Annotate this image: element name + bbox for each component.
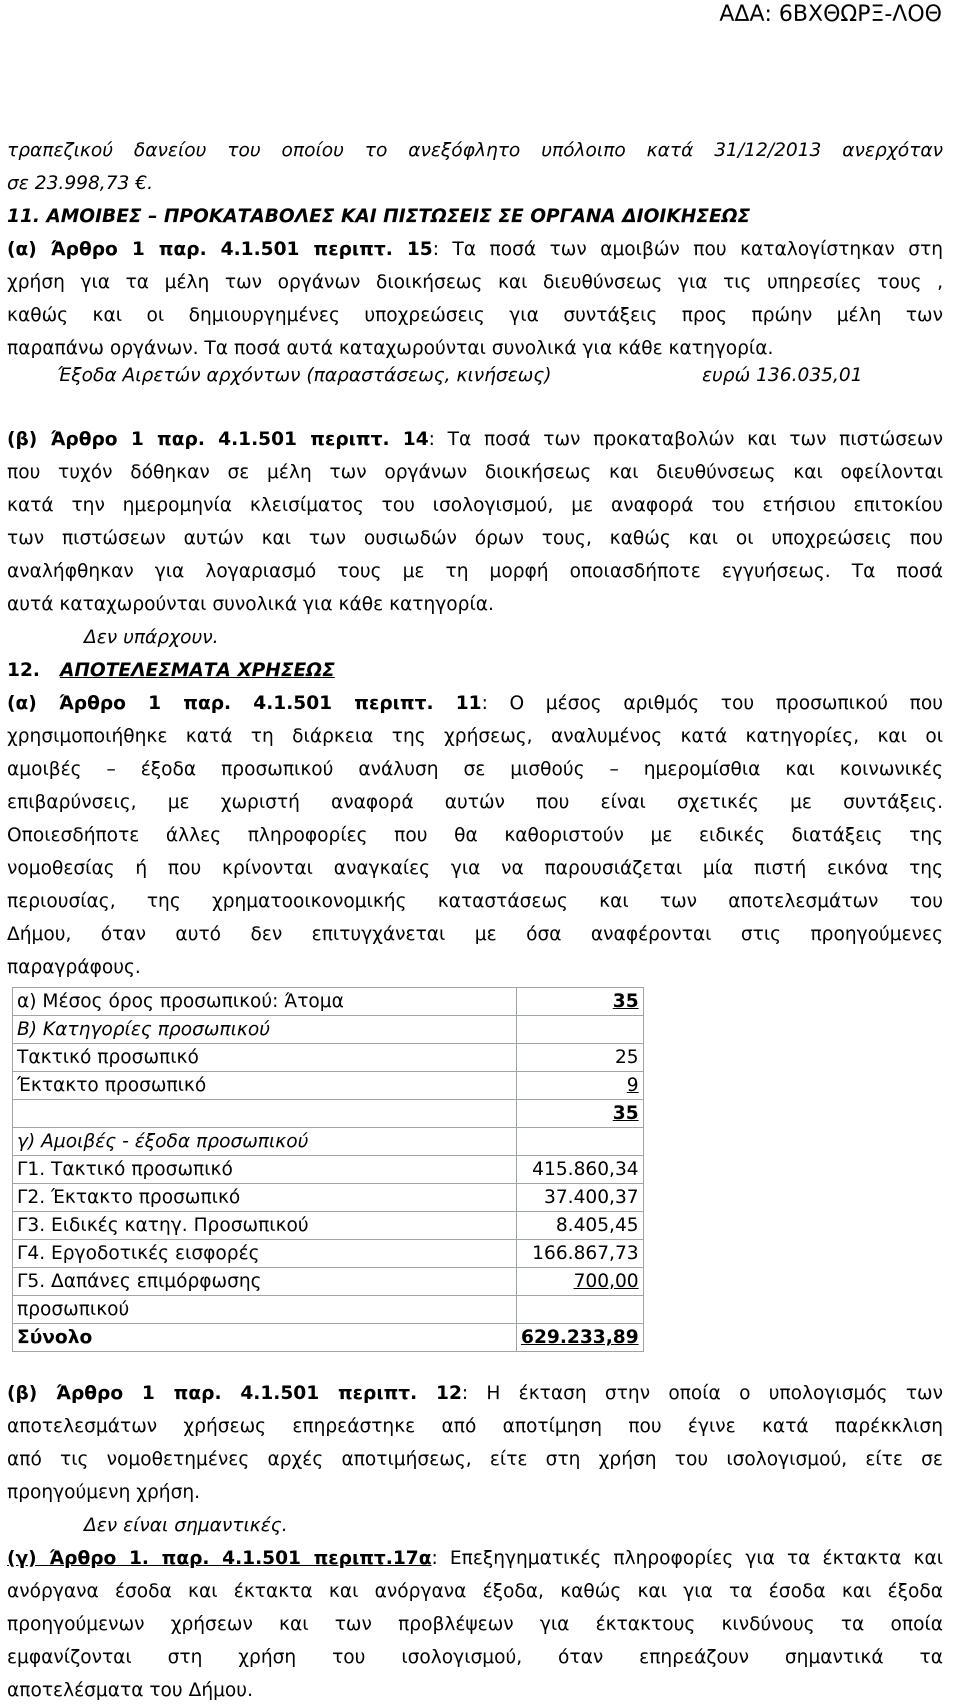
- section-12a-line: επιβαρύνσεις, με χωριστή αναφορά αυτών που είναι σχετικές με συντάξεις.: [7, 792, 943, 813]
- section-12c-line: (γ) Άρθρο 1. παρ. 4.1.501 περιπτ.17α: Επεξηγηματικές πληροφορίες για τα έκτακτα και: [7, 1548, 944, 1569]
- section-11a-line: παραπάνω οργάνων. Τα ποσά αυτά καταχωρούνται συνολικά για κάθε κατηγορία.: [7, 338, 774, 359]
- table-row: Σύνολο 629.233,89: [13, 1324, 644, 1352]
- expense-label: Έξοδα Αιρετών αρχόντων (παραστάσεως, κινήσεως): [57, 365, 552, 386]
- section-11a-ref: (α) Άρθρο 1 παρ. 4.1.501 περιπτ. 15: [7, 239, 433, 260]
- section-12b-ref: (β) Άρθρο 1 παρ. 4.1.501 περιπτ. 12: [7, 1383, 462, 1404]
- section-12a-line: Δήμου, όταν αυτό δεν επιτυγχάνεται με όσα αναφέρονται στις προηγούμενες: [7, 924, 943, 945]
- section-12a-ref: (α) Άρθρο 1 παρ. 4.1.501 περιπτ. 11: [7, 693, 482, 714]
- section-12a-line: (α) Άρθρο 1 παρ. 4.1.501 περιπτ. 11: Ο μέσος αριθμός του προσωπικού που: [7, 693, 943, 714]
- section-12a-line: αμοιβές – έξοδα προσωπικού ανάλυση σε μισθούς – ημερομίσθια και κοινωνικές: [7, 759, 943, 780]
- section-11b-ref: (β) Άρθρο 1 παρ. 4.1.501 περιπτ. 14: [7, 429, 429, 450]
- table-row: 35: [13, 1100, 644, 1128]
- section-11b-line: αυτά καταχωρούνται συνολικά για κάθε κατηγορία.: [7, 594, 494, 615]
- section-11b-line: αναλήφθηκαν για λογαριασμό τους με τη μορφή οποιασδήποτε εγγυήσεως. Τα ποσά: [7, 561, 943, 582]
- table-row: προσωπικού: [13, 1296, 644, 1324]
- section-12b-line: (β) Άρθρο 1 παρ. 4.1.501 περιπτ. 12: Η έκταση στην οποία ο υπολογισμός των: [7, 1383, 943, 1404]
- table-row: Β) Κατηγορίες προσωπικού: [13, 1016, 644, 1044]
- section-11a-line: (α) Άρθρο 1 παρ. 4.1.501 περιπτ. 15: Τα ποσά των αμοιβών που καταλογίστηκαν στη: [7, 239, 944, 260]
- section-12a-line: παραγράφους.: [7, 957, 141, 978]
- section-12a-line: Οποιεσδήποτε άλλες πληροφορίες που θα καθοριστούν με ειδικές διατάξεις της: [7, 825, 943, 846]
- document-body: [7, 134, 943, 1707]
- intro-line: σε 23.998,73 €.: [7, 173, 154, 194]
- section-12b-note: Δεν είναι σημαντικές.: [84, 1515, 288, 1536]
- section-12c-line: εμφανίζονται στη χρήση του ισολογισμού, όταν επηρεάζουν σημαντικά τα: [7, 1647, 943, 1668]
- section-11b-line: που τυχόν δόθηκαν σε μέλη των οργάνων διοικήσεως και διευθύνσεως και οφείλονται: [7, 462, 943, 483]
- section-12c-line: αποτελέσματα του Δήμου.: [7, 1680, 253, 1701]
- section-12b-line: από τις νομοθετημένες αρχές αποτιμήσεως, είτε στη χρήση του ισολογισμού, είτε σε: [7, 1449, 943, 1470]
- section-12a-line: περιουσίας, της χρηματοοικονομικής καταστάσεως και των αποτελεσμάτων του: [7, 891, 943, 912]
- section-11-title: 11. ΑΜΟΙΒΕΣ – ΠΡΟΚΑΤΑΒΟΛΕΣ ΚΑΙ ΠΙΣΤΩΣΕΙΣ ΣΕ ΟΡΓΑΝΑ ΔΙΟΙΚΗΣΕΩΣ: [7, 206, 751, 227]
- section-12c-line: ανόργανα έσοδα και έκτακτα και ανόργανα έξοδα, καθώς και για τα έσοδα και έξοδα: [7, 1581, 943, 1602]
- table-row: Έκτακτο προσωπικό 9: [13, 1072, 644, 1100]
- section-12c-line: προηγούμενων χρήσεων και των προβλέψεων για έκτακτους κινδύνους τα οποία: [7, 1614, 943, 1635]
- section-11b-line: (β) Άρθρο 1 παρ. 4.1.501 περιπτ. 14: Τα ποσά των προκαταβολών και των πιστώσεων: [7, 429, 943, 450]
- expense-row: [7, 365, 943, 405]
- section-12c-ref: (γ) Άρθρο 1. παρ. 4.1.501 περιπτ.17α: [7, 1548, 432, 1569]
- intro-line: τραπεζικού δανείου του οποίου το ανεξόφλητο υπόλοιπο κατά 31/12/2013 ανερχόταν: [7, 140, 943, 161]
- table-row: Γ2. Έκτακτο προσωπικό 37.400,37: [13, 1184, 644, 1212]
- section-12b-line: αποτελεσμάτων χρήσεως επηρεάστηκε από αποτίμηση που έγινε κατά παρέκκλιση: [7, 1416, 943, 1437]
- expense-amount: ευρώ 136.035,01: [702, 365, 863, 386]
- table-row: α) Μέσος όρος προσωπικού: Άτομα 35: [13, 988, 644, 1016]
- table-row: Γ3. Ειδικές κατηγ. Προσωπικού 8.405,45: [13, 1212, 644, 1240]
- section-12-heading: 12. ΑΠΟΤΕΛΕΣΜΑΤΑ ΧΡΗΣΕΩΣ: [7, 660, 335, 681]
- section-12a-line: νομοθεσίας ή που κρίνονται αναγκαίες για να παρουσιάζεται μία πιστή εικόνα της: [7, 858, 943, 879]
- section-11a-line: χρήση για τα μέλη των οργάνων διοικήσεως και διευθύνσεως για τις υπηρεσίες τους ,: [7, 272, 943, 293]
- personnel-table: [12, 987, 644, 1352]
- table-row: Τακτικό προσωπικό 25: [13, 1044, 644, 1072]
- section-12b-line: προηγούμενη χρήση.: [7, 1482, 201, 1503]
- table-row: Γ4. Εργοδοτικές εισφορές 166.867,73: [13, 1240, 644, 1268]
- section-11b-line: κατά την ημερομηνία κλεισίματος του ισολογισμού, με αναφορά του ετήσιου επιτοκίου: [7, 495, 943, 516]
- table-row: Γ5. Δαπάνες επιμόρφωσης 700,00: [13, 1268, 644, 1296]
- section-11b-line: των πιστώσεων αυτών και των ουσιωδών όρων τους, καθώς και οι υποχρεώσεις που: [7, 528, 943, 549]
- section-12a-line: χρησιμοποιήθηκε κατά τη διάρκεια της χρήσεως, αναλυμένος κατά κατηγορίες, και οι: [7, 726, 943, 747]
- section-11b-none: Δεν υπάρχουν.: [84, 627, 219, 648]
- ada-header: ΑΔΑ: 6ΒΧΘΩΡΞ-ΛΟΘ: [719, 2, 942, 27]
- table-row: Γ1. Τακτικό προσωπικό 415.860,34: [13, 1156, 644, 1184]
- table-row: γ) Αμοιβές - έξοδα προσωπικού: [13, 1128, 644, 1156]
- section-12-title: ΑΠΟΤΕΛΕΣΜΑΤΑ ΧΡΗΣΕΩΣ: [59, 660, 335, 681]
- section-11a-line: καθώς και οι δημιουργημένες υποχρεώσεις για συντάξεις προς πρώην μέλη των: [7, 305, 943, 326]
